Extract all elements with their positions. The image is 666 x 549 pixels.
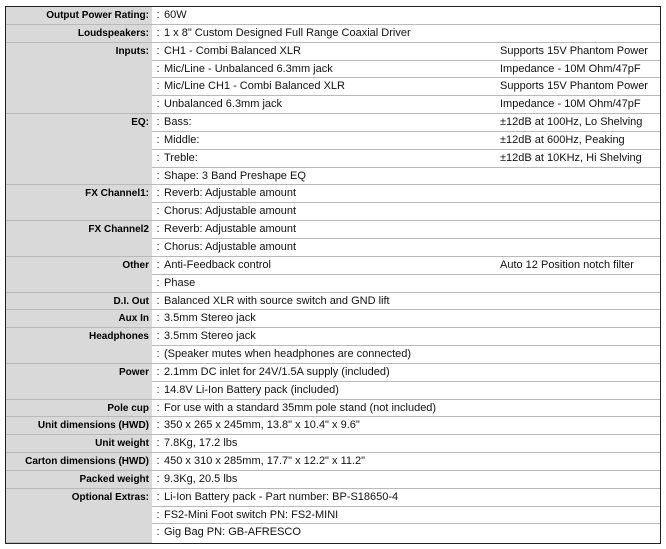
spec-value: 60W [164, 9, 187, 21]
spec-label: Power [6, 364, 152, 382]
spec-note [500, 239, 660, 256]
spec-note [500, 453, 660, 470]
spec-label [6, 96, 152, 114]
spec-colon: : [156, 151, 160, 164]
spec-colon: : [156, 455, 160, 468]
spec-colon: : [156, 80, 160, 93]
spec-note: ±12dB at 600Hz, Peaking [500, 133, 625, 146]
spec-value: Middle: [164, 133, 200, 146]
spec-colon: : [156, 205, 160, 218]
spec-note [500, 489, 660, 506]
spec-row [6, 150, 660, 168]
spec-row [6, 78, 660, 96]
spec-note [500, 310, 660, 327]
spec-note: Impedance - 10M Ohm/47pF [500, 98, 641, 111]
spec-colon: : [156, 508, 160, 521]
spec-row [6, 293, 660, 311]
spec-row [6, 203, 660, 221]
spec-value: Balanced XLR with source switch and GND lift [164, 294, 390, 307]
spec-colon: : [156, 169, 160, 182]
spec-value: 9.3Kg, 20.5 lbs [164, 472, 238, 485]
spec-row [6, 328, 660, 346]
spec-value: Reverb: Adjustable amount [164, 187, 297, 200]
spec-row [6, 61, 660, 79]
spec-colon: : [156, 240, 160, 253]
spec-colon: : [156, 116, 160, 129]
spec-colon: : [156, 490, 160, 503]
spec-value: For use with a standard 35mm pole stand (not included) [164, 401, 437, 414]
spec-value: 350 x 265 x 245mm, 13.8" x 10.4" x 9.6" [164, 419, 360, 432]
spec-value: Li-Ion Battery pack - Part number: BP-S18650-4 [164, 490, 399, 503]
spec-note [500, 471, 660, 488]
spec-colon: : [156, 294, 160, 307]
spec-row [6, 507, 660, 525]
spec-value: Mic/Line - Unbalanced 6.3mm jack [164, 62, 333, 75]
spec-row [6, 7, 660, 25]
spec-label: Aux In [6, 310, 152, 328]
spec-row [6, 132, 660, 150]
spec-value: 3.5mm Stereo jack [164, 330, 256, 343]
spec-colon: : [156, 187, 160, 200]
spec-row [6, 489, 660, 507]
spec-label [6, 524, 152, 543]
spec-label [6, 150, 152, 168]
spec-value: Unbalanced 6.3mm jack [164, 98, 283, 111]
spec-note [500, 417, 660, 434]
spec-label: FX Channel1: [6, 185, 152, 203]
spec-note: Auto 12 Position notch filter [500, 258, 634, 271]
spec-colon: : [156, 348, 160, 361]
spec-label [6, 382, 152, 400]
spec-value: FS2-Mini Foot switch PN: FS2-MINI [164, 508, 339, 521]
spec-label [6, 346, 152, 364]
spec-colon: : [156, 258, 160, 271]
spec-note: ±12dB at 10KHz, Hi Shelving [500, 151, 642, 164]
spec-row [6, 382, 660, 400]
spec-value: Chorus: Adjustable amount [164, 205, 297, 218]
spec-colon: : [156, 472, 160, 485]
spec-row [6, 275, 660, 293]
spec-note [500, 168, 660, 185]
spec-colon: : [156, 437, 160, 450]
spec-note: Supports 15V Phantom Power [500, 44, 648, 57]
spec-row [6, 257, 660, 275]
spec-value: 7.8Kg, 17.2 lbs [164, 437, 238, 450]
spec-label: Headphones [6, 328, 152, 346]
spec-row [6, 346, 660, 364]
spec-label: EQ: [6, 114, 152, 132]
spec-label: Other [6, 257, 152, 275]
spec-colon: : [156, 383, 160, 396]
spec-row [6, 417, 660, 435]
spec-value: Anti-Feedback control [164, 258, 271, 271]
spec-value: (Speaker mutes when headphones are connected) [164, 348, 412, 361]
spec-value: 2.1mm DC inlet for 24V/1.5A supply (included) [164, 365, 390, 378]
spec-colon: : [156, 44, 160, 57]
spec-label: Inputs: [6, 43, 152, 61]
spec-note [500, 507, 660, 524]
spec-value: Gig Bag PN: GB-AFRESCO [164, 526, 301, 539]
spec-note [500, 7, 660, 24]
spec-row [6, 364, 660, 382]
spec-colon: : [156, 312, 160, 325]
spec-note [500, 293, 660, 310]
spec-note [500, 328, 660, 345]
spec-colon: : [156, 26, 160, 39]
spec-label: D.I. Out [6, 293, 152, 311]
spec-row [6, 239, 660, 257]
spec-row [6, 221, 660, 239]
spec-label [6, 132, 152, 150]
spec-note [500, 364, 660, 381]
spec-value: 450 x 310 x 285mm, 17.7" x 12.2" x 11.2" [164, 455, 366, 468]
spec-label [6, 239, 152, 257]
spec-colon: : [156, 98, 160, 111]
spec-label [6, 168, 152, 186]
spec-colon: : [156, 62, 160, 75]
spec-label [6, 507, 152, 525]
spec-value: 3.5mm Stereo jack [164, 312, 256, 325]
spec-colon: : [156, 9, 160, 21]
spec-colon: : [156, 223, 160, 236]
spec-row [6, 185, 660, 203]
spec-label: Loudspeakers: [6, 25, 152, 43]
spec-row [6, 310, 660, 328]
spec-label: Optional Extras: [6, 489, 152, 507]
spec-row [6, 43, 660, 61]
spec-value: Chorus: Adjustable amount [164, 240, 297, 253]
spec-row [6, 96, 660, 114]
spec-note: ±12dB at 100Hz, Lo Shelving [500, 116, 643, 129]
spec-note [500, 524, 660, 542]
spec-note [500, 25, 660, 42]
spec-value: 1 x 8" Custom Designed Full Range Coaxial Driver [164, 26, 411, 39]
spec-colon: : [156, 401, 160, 414]
spec-value: Bass: [164, 116, 192, 129]
spec-row [6, 114, 660, 132]
spec-colon: : [156, 276, 160, 289]
spec-row [6, 471, 660, 489]
spec-label: Carton dimensions (HWD) [6, 453, 152, 471]
spec-note [500, 185, 660, 202]
spec-label: FX Channel2 [6, 221, 152, 239]
spec-value: CH1 - Combi Balanced XLR [164, 44, 301, 57]
spec-label: Output Power Rating: [6, 7, 152, 25]
spec-label: Packed weight [6, 471, 152, 489]
spec-value: Treble: [164, 151, 198, 164]
spec-row [6, 524, 660, 542]
spec-note: Supports 15V Phantom Power [500, 80, 648, 93]
spec-label: Pole cup [6, 400, 152, 418]
spec-row [6, 400, 660, 418]
spec-value: 14.8V Li-Ion Battery pack (included) [164, 383, 339, 396]
spec-label: Unit weight [6, 435, 152, 453]
spec-colon: : [156, 419, 160, 432]
spec-value: Mic/Line CH1 - Combi Balanced XLR [164, 80, 345, 93]
spec-note [500, 435, 660, 452]
spec-label: Unit dimensions (HWD) [6, 417, 152, 435]
spec-note: Impedance - 10M Ohm/47pF [500, 62, 641, 75]
spec-colon: : [156, 133, 160, 146]
spec-label [6, 203, 152, 221]
spec-table [5, 6, 661, 544]
spec-note [500, 382, 660, 399]
spec-note [500, 400, 660, 417]
spec-label [6, 275, 152, 293]
spec-colon: : [156, 365, 160, 378]
spec-row [6, 435, 660, 453]
spec-value: Reverb: Adjustable amount [164, 223, 297, 236]
spec-colon: : [156, 330, 160, 343]
spec-row [6, 168, 660, 186]
spec-row [6, 453, 660, 471]
spec-note [500, 275, 660, 292]
spec-label [6, 61, 152, 79]
spec-row [6, 25, 660, 43]
spec-note [500, 221, 660, 238]
spec-note [500, 346, 660, 363]
spec-value: Shape: 3 Band Preshape EQ [164, 169, 306, 182]
spec-value: Phase [164, 276, 196, 289]
spec-note [500, 203, 660, 220]
spec-colon: : [156, 526, 160, 539]
spec-label [6, 78, 152, 96]
